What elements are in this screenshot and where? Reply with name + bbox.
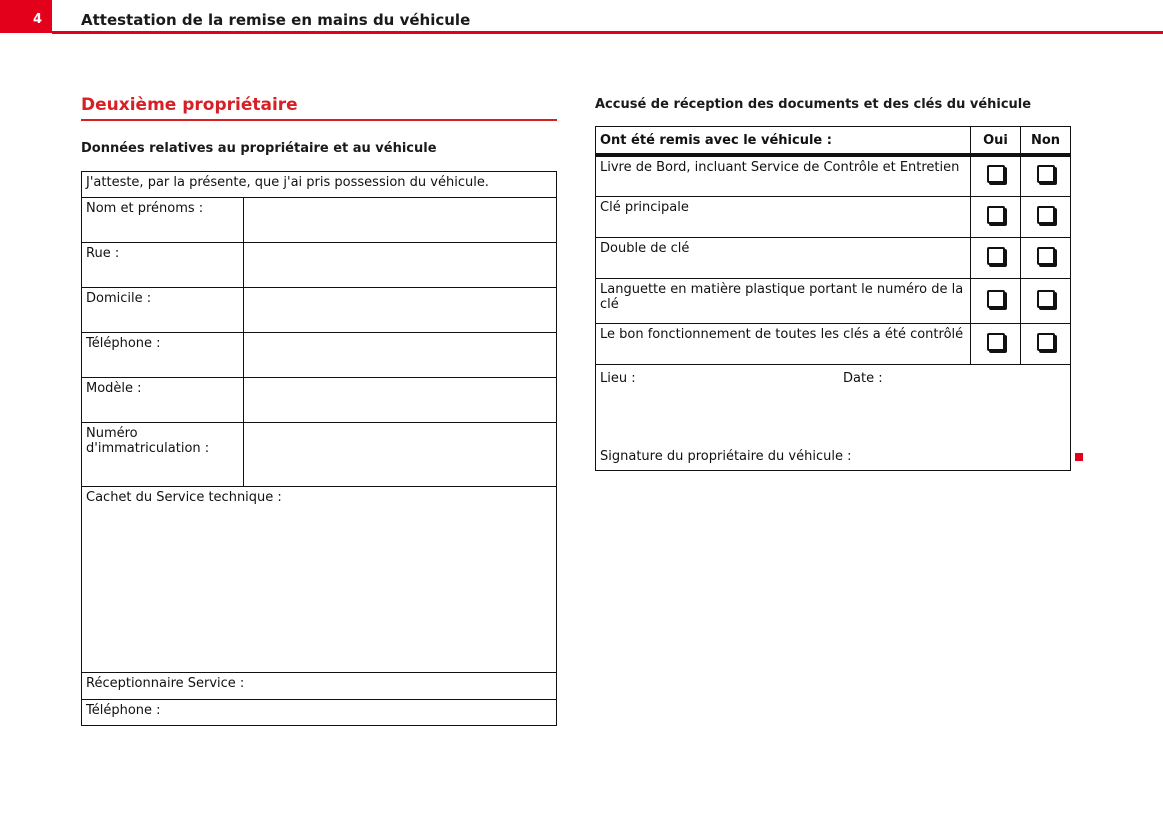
page-header (0, 0, 1163, 34)
doc-item-cle-principale: Clé principale (596, 196, 971, 237)
cachet-box[interactable]: Cachet du Service technique : (82, 487, 557, 673)
signature-box[interactable] (596, 364, 1071, 470)
field-label-nom: Nom et prénoms : (82, 198, 244, 243)
field-input-nom[interactable] (244, 198, 557, 243)
attestation-text: J'atteste, par la présente, que j'ai pris possession du véhicule. (82, 172, 557, 198)
section-title: Deuxième propriétaire (81, 95, 557, 121)
signature-label: Signature du propriétaire du véhicule : (600, 448, 852, 464)
service-telephone-field[interactable]: Téléphone : (82, 700, 557, 726)
checkbox-oui-livre[interactable] (987, 165, 1005, 183)
owner-form-table (81, 171, 557, 726)
field-label-modele: Modèle : (82, 378, 244, 423)
field-input-immatriculation[interactable] (244, 423, 557, 487)
checkbox-non-livre[interactable] (1037, 165, 1055, 183)
field-label-telephone: Téléphone : (82, 333, 244, 378)
header-rule (52, 31, 1163, 34)
checkbox-oui-fonctionnement[interactable] (987, 333, 1005, 351)
checkbox-non-fonctionnement[interactable] (1037, 333, 1055, 351)
field-input-rue[interactable] (244, 243, 557, 288)
field-label-rue: Rue : (82, 243, 244, 288)
doc-item-livre: Livre de Bord, incluant Service de Contrôle et Entretien (596, 155, 971, 196)
field-label-domicile: Domicile : (82, 288, 244, 333)
date-label: Date : (843, 370, 883, 386)
lieu-label: Lieu : (600, 370, 636, 386)
owner-subtitle: Données relatives au propriétaire et au véhicule (81, 141, 437, 156)
page-number: 4 (0, 0, 52, 33)
docs-col-oui: Oui (971, 127, 1021, 156)
end-marker-icon (1075, 453, 1083, 461)
documents-table (595, 126, 1071, 471)
checkbox-oui-double-cle[interactable] (987, 247, 1005, 265)
field-label-immatriculation: Numéro d'immatriculation : (82, 423, 244, 487)
doc-item-double-cle: Double de clé (596, 237, 971, 278)
doc-item-languette: Languette en matière plastique portant le numéro de la clé (596, 278, 971, 323)
checkbox-oui-languette[interactable] (987, 290, 1005, 308)
docs-col-item: Ont été remis avec le véhicule : (596, 127, 971, 156)
field-input-telephone[interactable] (244, 333, 557, 378)
docs-subtitle: Accusé de réception des documents et des clés du véhicule (595, 97, 1032, 112)
docs-col-non: Non (1021, 127, 1071, 156)
checkbox-non-cle-principale[interactable] (1037, 206, 1055, 224)
receptionnaire-field[interactable]: Réceptionnaire Service : (82, 673, 557, 700)
page-title: Attestation de la remise en mains du véhicule (81, 11, 471, 29)
checkbox-non-double-cle[interactable] (1037, 247, 1055, 265)
checkbox-oui-cle-principale[interactable] (987, 206, 1005, 224)
checkbox-non-languette[interactable] (1037, 290, 1055, 308)
doc-item-fonctionnement: Le bon fonctionnement de toutes les clés a été contrôlé (596, 323, 971, 364)
field-input-domicile[interactable] (244, 288, 557, 333)
field-input-modele[interactable] (244, 378, 557, 423)
